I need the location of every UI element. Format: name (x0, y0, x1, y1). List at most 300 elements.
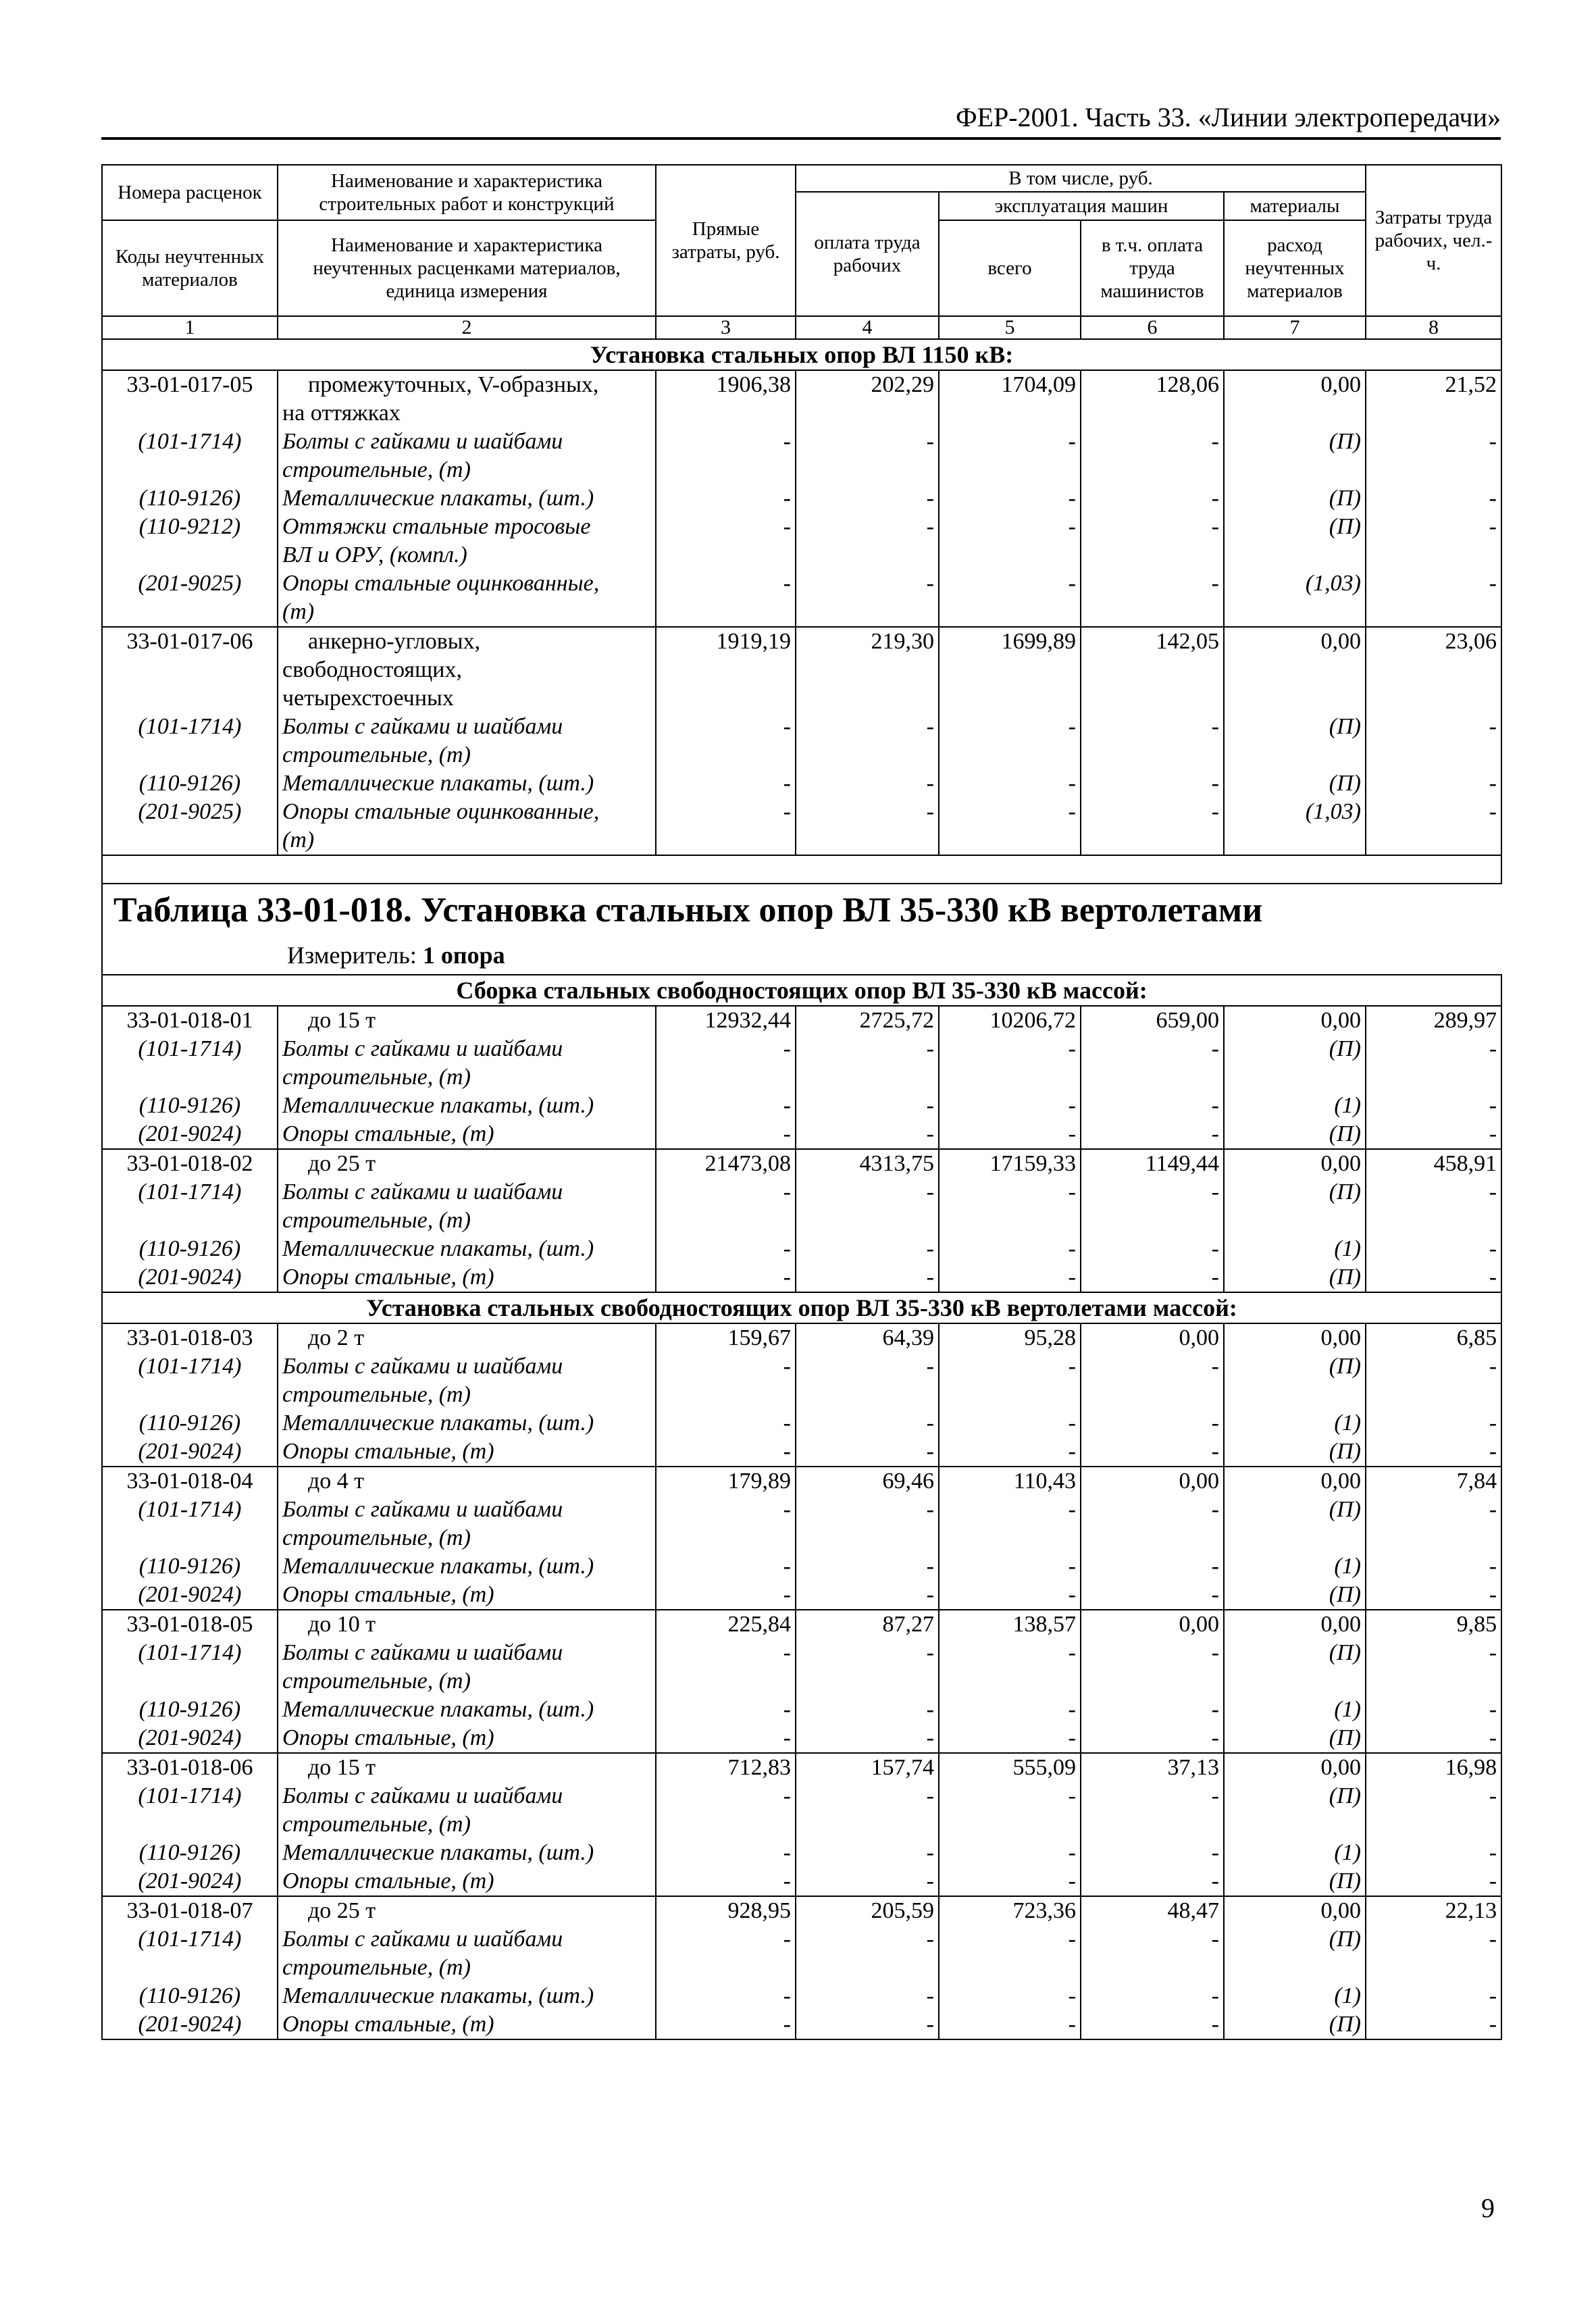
labor-pay-cell: - (796, 1782, 939, 1810)
operators-pay-cell (1081, 1381, 1224, 1409)
labor-hours-cell: - (1366, 1925, 1501, 1954)
labor-hours-cell: - (1366, 428, 1501, 456)
name-cell: четырехстоечных (278, 684, 656, 713)
operators-pay-cell: - (1081, 1581, 1224, 1610)
name-cell: Болты с гайками и шайбами (278, 1782, 656, 1810)
material-row (102, 428, 1501, 456)
name-cell: свободностоящих, (278, 656, 656, 684)
page-number: 9 (1481, 2193, 1495, 2223)
materials-cell (1224, 1063, 1366, 1092)
code-cell: (101-1714) (102, 428, 278, 456)
name-cell: строительные, (т) (278, 1524, 656, 1552)
labor-pay-cell (796, 1524, 939, 1552)
direct-cost-cell: - (656, 1581, 796, 1610)
materials-cell: (П) (1224, 513, 1366, 541)
machines-total-cell: - (939, 1696, 1081, 1724)
materials-cell: (П) (1224, 769, 1366, 798)
name-cell: строительные, (т) (278, 1954, 656, 1982)
operators-pay-cell: - (1081, 713, 1224, 741)
code-cell: 33-01-018-05 (102, 1610, 278, 1639)
direct-cost-cell (656, 598, 796, 627)
operators-pay-cell: - (1081, 1035, 1224, 1063)
machines-total-cell: - (939, 1724, 1081, 1753)
code-cell (102, 826, 278, 855)
operators-pay-cell: - (1081, 428, 1224, 456)
material-row (102, 1839, 1501, 1867)
machines-total-cell (939, 1810, 1081, 1839)
operators-pay-cell: - (1081, 1409, 1224, 1438)
code-cell: (201-9024) (102, 1724, 278, 1753)
col8-header: Затраты труда рабочих, чел.-ч. (1366, 165, 1501, 316)
machines-total-cell: - (939, 1035, 1081, 1063)
labor-pay-cell: 202,29 (796, 370, 939, 399)
direct-cost-cell: 225,84 (656, 1610, 796, 1639)
direct-cost-cell: - (656, 513, 796, 541)
name-cell: до 15 т (278, 1753, 656, 1782)
column-numbers-row (102, 316, 1501, 339)
code-cell: (101-1714) (102, 1178, 278, 1206)
direct-cost-cell (656, 826, 796, 855)
labor-hours-cell (1366, 1954, 1501, 1982)
materials-cell (1224, 399, 1366, 428)
labor-hours-cell (1366, 1206, 1501, 1235)
name-cell: Металлические плакаты, (шт.) (278, 1839, 656, 1867)
operators-pay-cell: - (1081, 1352, 1224, 1381)
table2-title: Таблица 33-01-018. Установка стальных опор ВЛ 35-330 кВ вертолетами (113, 891, 1263, 930)
rate-row (102, 1610, 1501, 1639)
machines-total-cell: - (939, 1235, 1081, 1263)
labor-hours-cell: 289,97 (1366, 1006, 1501, 1035)
direct-cost-cell: - (656, 1438, 796, 1467)
machines-total-cell (939, 826, 1081, 855)
materials-cell: (П) (1224, 1120, 1366, 1149)
labor-hours-cell: - (1366, 798, 1501, 826)
materials-cell: (П) (1224, 1035, 1366, 1063)
rate-row (102, 1323, 1501, 1352)
labor-hours-cell (1366, 684, 1501, 713)
labor-pay-cell: - (796, 798, 939, 826)
labor-pay-cell: 4313,75 (796, 1149, 939, 1178)
operators-pay-cell: 0,00 (1081, 1467, 1224, 1496)
name-cell: Металлические плакаты, (шт.) (278, 1696, 656, 1724)
labor-hours-cell: 458,91 (1366, 1149, 1501, 1178)
material-row (102, 713, 1501, 741)
section-heading-row (102, 339, 1501, 370)
labor-hours-cell: - (1366, 1352, 1501, 1381)
operators-pay-cell: - (1081, 1235, 1224, 1263)
machines-total-cell: 17159,33 (939, 1149, 1081, 1178)
labor-pay-cell (796, 1206, 939, 1235)
operators-pay-cell: - (1081, 484, 1224, 513)
rate-row (102, 370, 1501, 399)
direct-cost-cell: 712,83 (656, 1753, 796, 1782)
code-cell (102, 399, 278, 428)
materials-cell: 0,00 (1224, 1006, 1366, 1035)
labor-pay-cell (796, 741, 939, 769)
code-cell: 33-01-018-01 (102, 1006, 278, 1035)
code-cell: (110-9126) (102, 1235, 278, 1263)
material-row (102, 1696, 1501, 1724)
table-spacer (102, 855, 1501, 884)
machines-total-cell (939, 456, 1081, 484)
labor-pay-cell (796, 1063, 939, 1092)
materials-cell: 0,00 (1224, 1753, 1366, 1782)
labor-hours-cell (1366, 1667, 1501, 1696)
column-number: 4 (796, 316, 939, 339)
labor-hours-cell: 22,13 (1366, 1896, 1501, 1925)
operators-pay-cell: - (1081, 1438, 1224, 1467)
direct-cost-cell: - (656, 798, 796, 826)
material-row (102, 1639, 1501, 1667)
materials-cell: 0,00 (1224, 1467, 1366, 1496)
labor-pay-cell: 205,59 (796, 1896, 939, 1925)
labor-pay-cell (796, 1381, 939, 1409)
name-cell: Болты с гайками и шайбами (278, 1639, 656, 1667)
materials-cell (1224, 1381, 1366, 1409)
operators-pay-cell: - (1081, 1120, 1224, 1149)
machines-total-cell: 1699,89 (939, 627, 1081, 656)
machines-total-cell (939, 541, 1081, 569)
machines-total-cell: - (939, 1120, 1081, 1149)
code-cell: 33-01-017-06 (102, 627, 278, 656)
code-cell: (101-1714) (102, 1639, 278, 1667)
name-cell: Опоры стальные, (т) (278, 1120, 656, 1149)
section-heading-row (102, 975, 1501, 1006)
machines-total-cell: - (939, 1782, 1081, 1810)
machines-total-cell (939, 1381, 1081, 1409)
labor-pay-cell: - (796, 1235, 939, 1263)
labor-pay-cell: - (796, 1263, 939, 1292)
direct-cost-cell (656, 1524, 796, 1552)
rate-row (102, 1896, 1501, 1925)
code-cell: (201-9025) (102, 569, 278, 598)
direct-cost-cell: - (656, 484, 796, 513)
name-cell: Болты с гайками и шайбами (278, 428, 656, 456)
labor-hours-cell: - (1366, 1496, 1501, 1524)
operators-pay-cell: - (1081, 769, 1224, 798)
operators-pay-cell: 0,00 (1081, 1610, 1224, 1639)
measure-value: 1 опора (422, 942, 505, 969)
material-row (102, 1810, 1501, 1839)
direct-cost-cell (656, 1206, 796, 1235)
operators-pay-cell: - (1081, 1982, 1224, 2010)
materials-cell (1224, 684, 1366, 713)
column-number: 2 (278, 316, 656, 339)
name-cell: промежуточных, V-образных, (278, 370, 656, 399)
labor-hours-cell: 7,84 (1366, 1467, 1501, 1496)
operators-pay-cell: - (1081, 1552, 1224, 1581)
material-row (102, 1982, 1501, 2010)
machines-total-cell: - (939, 428, 1081, 456)
labor-pay-cell: 69,46 (796, 1467, 939, 1496)
labor-hours-cell: - (1366, 484, 1501, 513)
material-row (102, 1120, 1501, 1149)
labor-pay-cell: - (796, 1496, 939, 1524)
code-cell: (110-9126) (102, 484, 278, 513)
material-row (102, 1235, 1501, 1263)
operators-pay-cell: - (1081, 1496, 1224, 1524)
code-cell (102, 656, 278, 684)
column-number: 1 (102, 316, 278, 339)
labor-pay-cell: - (796, 1724, 939, 1753)
rate-row (102, 656, 1501, 684)
name-cell: строительные, (т) (278, 1206, 656, 1235)
operators-pay-cell: 1149,44 (1081, 1149, 1224, 1178)
code-cell: (201-9024) (102, 1438, 278, 1467)
section3-heading: Установка стальных свободностоящих опор ВЛ 35-330 кВ вертолетами массой: (102, 1292, 1501, 1323)
labor-hours-cell (1366, 1524, 1501, 1552)
materials-cell: (П) (1224, 1724, 1366, 1753)
machines-total-cell: - (939, 1839, 1081, 1867)
machines-total-cell: 1704,09 (939, 370, 1081, 399)
machines-total-cell (939, 741, 1081, 769)
material-row (102, 1409, 1501, 1438)
material-row (102, 484, 1501, 513)
material-row (102, 1063, 1501, 1092)
material-row (102, 1092, 1501, 1120)
rate-row (102, 1006, 1501, 1035)
section1-heading: Установка стальных опор ВЛ 1150 кВ: (102, 339, 1501, 370)
labor-pay-cell (796, 598, 939, 627)
labor-hours-cell: - (1366, 1178, 1501, 1206)
direct-cost-cell: 21473,08 (656, 1149, 796, 1178)
measure-label: Измеритель: (287, 942, 417, 969)
labor-pay-cell (796, 399, 939, 428)
name-cell: Опоры стальные оцинкованные, (278, 798, 656, 826)
rates-table-018 (101, 974, 1502, 2040)
name-cell: до 2 т (278, 1323, 656, 1352)
labor-hours-cell (1366, 456, 1501, 484)
machines-total-cell (939, 1667, 1081, 1696)
operators-pay-cell (1081, 399, 1224, 428)
name-cell: Металлические плакаты, (шт.) (278, 484, 656, 513)
col3-header: Прямые затраты, руб. (656, 165, 796, 316)
rate-row (102, 1149, 1501, 1178)
direct-cost-cell: - (656, 1839, 796, 1867)
col2-bottom-header: Наименование и характеристика неучтенных расценками материалов, единица измерения (278, 220, 656, 316)
labor-pay-cell: - (796, 1035, 939, 1063)
labor-pay-cell: - (796, 769, 939, 798)
material-row (102, 456, 1501, 484)
labor-pay-cell: - (796, 1092, 939, 1120)
rates-table-017 (101, 164, 1502, 884)
name-cell: до 25 т (278, 1896, 656, 1925)
machines-total-cell (939, 684, 1081, 713)
running-header (101, 103, 1501, 140)
direct-cost-cell: 1906,38 (656, 370, 796, 399)
material-row (102, 1263, 1501, 1292)
rate-row (102, 1753, 1501, 1782)
direct-cost-cell: 12932,44 (656, 1006, 796, 1035)
machines-total-cell (939, 399, 1081, 428)
operators-pay-cell (1081, 598, 1224, 627)
column-number: 7 (1224, 316, 1366, 339)
machines-total-cell: - (939, 1092, 1081, 1120)
operators-pay-cell: - (1081, 1839, 1224, 1867)
labor-pay-cell: - (796, 1867, 939, 1896)
material-row (102, 2010, 1501, 2039)
direct-cost-cell: - (656, 1867, 796, 1896)
operators-pay-cell: - (1081, 513, 1224, 541)
direct-cost-cell (656, 399, 796, 428)
direct-cost-cell: - (656, 569, 796, 598)
labor-pay-cell: - (796, 1839, 939, 1867)
labor-pay-cell: - (796, 484, 939, 513)
labor-pay-cell: - (796, 713, 939, 741)
direct-cost-cell: - (656, 713, 796, 741)
materials-cell: 0,00 (1224, 1610, 1366, 1639)
machines-total-cell (939, 598, 1081, 627)
section2-rows (102, 1006, 1501, 1292)
rate-row (102, 1467, 1501, 1496)
labor-pay-cell: - (796, 2010, 939, 2039)
code-cell: (110-9126) (102, 1839, 278, 1867)
machines-total-cell: - (939, 1496, 1081, 1524)
direct-cost-cell (656, 741, 796, 769)
labor-pay-cell (796, 684, 939, 713)
code-cell: (101-1714) (102, 1496, 278, 1524)
labor-pay-cell: 87,27 (796, 1610, 939, 1639)
operators-pay-cell: - (1081, 569, 1224, 598)
materials-cell: (П) (1224, 1352, 1366, 1381)
labor-hours-cell: 16,98 (1366, 1753, 1501, 1782)
code-cell (102, 1954, 278, 1982)
materials-cell: (1) (1224, 1409, 1366, 1438)
machines-total-cell (939, 1206, 1081, 1235)
labor-pay-cell: - (796, 428, 939, 456)
name-cell: до 4 т (278, 1467, 656, 1496)
machines-total-cell: - (939, 1263, 1081, 1292)
labor-pay-cell: - (796, 1639, 939, 1667)
section1-rows (102, 370, 1501, 855)
code-cell: (201-9024) (102, 2010, 278, 2039)
operators-pay-cell: 142,05 (1081, 627, 1224, 656)
direct-cost-cell: - (656, 1982, 796, 2010)
labor-pay-cell: 219,30 (796, 627, 939, 656)
direct-cost-cell (656, 684, 796, 713)
direct-cost-cell: 928,95 (656, 1896, 796, 1925)
labor-hours-cell: - (1366, 1092, 1501, 1120)
operators-pay-cell (1081, 1206, 1224, 1235)
labor-pay-cell (796, 656, 939, 684)
name-cell: Оттяжки стальные тросовые (278, 513, 656, 541)
labor-hours-cell: - (1366, 1235, 1501, 1263)
materials-cell (1224, 1524, 1366, 1552)
materials-cell: (П) (1224, 2010, 1366, 2039)
labor-pay-cell: - (796, 1925, 939, 1954)
direct-cost-cell: - (656, 2010, 796, 2039)
direct-cost-cell: - (656, 428, 796, 456)
material-row (102, 1524, 1501, 1552)
machines-total-cell: - (939, 713, 1081, 741)
machines-total-cell: - (939, 1581, 1081, 1610)
direct-cost-cell: - (656, 1120, 796, 1149)
name-cell: Болты с гайками и шайбами (278, 1035, 656, 1063)
direct-cost-cell (656, 1954, 796, 1982)
labor-hours-cell: - (1366, 1120, 1501, 1149)
material-row (102, 1552, 1501, 1581)
labor-pay-cell (796, 456, 939, 484)
direct-cost-cell (656, 1810, 796, 1839)
name-cell: строительные, (т) (278, 741, 656, 769)
column-number: 8 (1366, 316, 1501, 339)
column-number: 6 (1081, 316, 1224, 339)
operators-pay-cell: 37,13 (1081, 1753, 1224, 1782)
operators-pay-cell: - (1081, 1092, 1224, 1120)
labor-hours-cell: - (1366, 713, 1501, 741)
materials-cell (1224, 541, 1366, 569)
materials-cell (1224, 1206, 1366, 1235)
code-cell: (101-1714) (102, 713, 278, 741)
materials-cell: (1) (1224, 1092, 1366, 1120)
name-cell: Металлические плакаты, (шт.) (278, 1409, 656, 1438)
labor-hours-cell: - (1366, 1639, 1501, 1667)
machines-total-cell: - (939, 1178, 1081, 1206)
name-cell: Металлические плакаты, (шт.) (278, 1982, 656, 2010)
material-row (102, 1782, 1501, 1810)
materials-cell: (П) (1224, 1178, 1366, 1206)
code-cell (102, 741, 278, 769)
table-header (102, 165, 1501, 370)
section-heading-row (102, 1292, 1501, 1323)
labor-hours-cell: - (1366, 1438, 1501, 1467)
direct-cost-cell: - (656, 1092, 796, 1120)
col4-header: оплата труда рабочих (796, 192, 939, 316)
labor-hours-cell: - (1366, 1581, 1501, 1610)
direct-cost-cell (656, 1381, 796, 1409)
code-cell: (101-1714) (102, 1925, 278, 1954)
name-cell: до 15 т (278, 1006, 656, 1035)
material-row (102, 1496, 1501, 1524)
name-cell: Металлические плакаты, (шт.) (278, 1092, 656, 1120)
materials-cell: (1,03) (1224, 569, 1366, 598)
direct-cost-cell: 1919,19 (656, 627, 796, 656)
operators-pay-cell: 659,00 (1081, 1006, 1224, 1035)
labor-pay-cell: - (796, 1352, 939, 1381)
direct-cost-cell (656, 656, 796, 684)
materials-cell: (П) (1224, 428, 1366, 456)
machines-total-cell: - (939, 1982, 1081, 2010)
labor-hours-cell: - (1366, 1724, 1501, 1753)
column-number: 5 (939, 316, 1081, 339)
operators-pay-cell: 128,06 (1081, 370, 1224, 399)
machines-total-cell: - (939, 1867, 1081, 1896)
code-cell (102, 456, 278, 484)
materials-cell: 0,00 (1224, 370, 1366, 399)
direct-cost-cell: - (656, 1724, 796, 1753)
operators-pay-cell: - (1081, 1782, 1224, 1810)
section3-rows (102, 1323, 1501, 2039)
materials-cell: 0,00 (1224, 1149, 1366, 1178)
name-cell: строительные, (т) (278, 1810, 656, 1839)
materials-cell: (П) (1224, 1496, 1366, 1524)
code-cell: (110-9126) (102, 1982, 278, 2010)
direct-cost-cell: - (656, 1409, 796, 1438)
operators-pay-cell (1081, 1810, 1224, 1839)
material-row (102, 826, 1501, 855)
labor-pay-cell: - (796, 1120, 939, 1149)
machines-total-cell: 110,43 (939, 1467, 1081, 1496)
labor-hours-cell (1366, 826, 1501, 855)
measure-line (287, 941, 505, 969)
code-cell: (110-9126) (102, 769, 278, 798)
name-cell: Опоры стальные, (т) (278, 1263, 656, 1292)
name-cell: Болты с гайками и шайбами (278, 1496, 656, 1524)
machines-total-cell: 138,57 (939, 1610, 1081, 1639)
material-row (102, 1925, 1501, 1954)
code-cell: (101-1714) (102, 1035, 278, 1063)
operators-pay-cell (1081, 741, 1224, 769)
